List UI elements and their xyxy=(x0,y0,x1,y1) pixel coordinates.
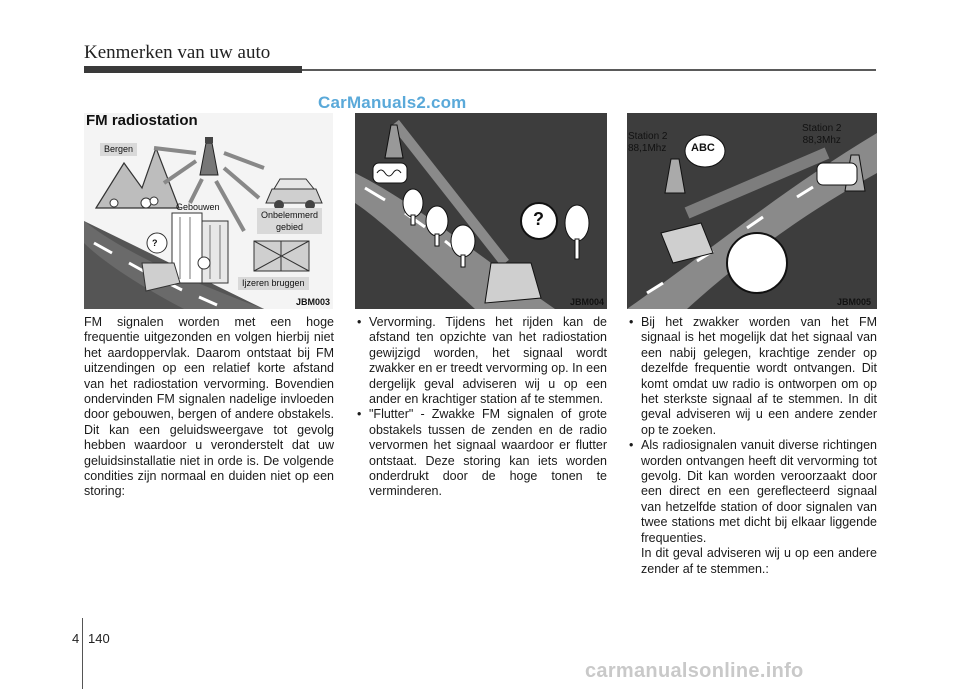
label-buildings: Gebouwen xyxy=(176,202,220,212)
station-right-label xyxy=(802,123,841,147)
intro-paragraph: FM signalen worden met een hoge frequentie uitgezonden en volgen hierbij niet het aardoppervlak. Daarom ontstaat bij FM uitzendingen op een relatief korte afstand van het radiostation vervorming. Bovendien ondervinden FM signalen nadelige invloeden door gebouwen, bergen of andere obstakels. Dit kan een geluidsweergave tot gevolg hebben waardoor u veronderstelt dat uw geluidsinstallatie niet in orde is. De volgende condities zijn normaal en duiden niet op een storing: xyxy=(84,315,334,499)
label-open-area xyxy=(257,208,322,234)
watermark-top: CarManuals2.com xyxy=(318,93,467,112)
bullet-multipath: • Als radiosignalen vanuit diverse richtingen worden ontvangen heeft dit vervorming tot gevolg. Dit kan worden veroorzaakt door een direct en een gereflecteerd signaal van hetzelfde station of door signalen van twee stations met dicht bij elkaar liggende frequenties. xyxy=(627,438,877,546)
text-column-1 xyxy=(84,315,334,500)
text-column-2 xyxy=(355,315,607,500)
label-mountains: Bergen xyxy=(100,143,137,156)
label-open-area-line1: Onbelemmerd xyxy=(261,210,319,220)
station-left-label xyxy=(628,131,667,155)
label-question-1: ? xyxy=(152,238,158,248)
header-bar xyxy=(84,66,302,73)
watermark-bottom: carmanualsonline.info xyxy=(585,660,804,682)
fm-distortion-illustration xyxy=(355,113,607,309)
figure-code-2: JBM004 xyxy=(570,297,605,307)
label-abc: ABC xyxy=(691,142,715,154)
chapter-title: Kenmerken van uw auto xyxy=(84,42,271,63)
station-left-name: Station 2 xyxy=(628,131,668,142)
label-bridges: Ijzeren bruggen xyxy=(238,277,309,290)
figure-jbm003 xyxy=(84,113,333,309)
figure-code-1: JBM003 xyxy=(296,297,331,307)
section-heading: FM radiostation xyxy=(86,112,198,129)
figure-code-3: JBM005 xyxy=(837,297,872,307)
page-rule xyxy=(82,618,83,689)
bullet-distortion: • Vervorming. Tijdens het rijden kan de afstand ten opzichte van het radiostation gewijzigd worden, het signaal wordt zwakker en er treedt vervorming op. In een dergelijk geval adviseren wij u op een ander en krachtiger station af te stemmen. xyxy=(355,315,607,407)
advice-paragraph: In dit geval adviseren wij u op een andere zender af te stemmen.: xyxy=(641,546,877,576)
station-left-freq: 88,1Mhz xyxy=(628,143,667,154)
chapter-number: 4 xyxy=(72,631,80,646)
bullet-flutter: • "Flutter" - Zwakke FM signalen of grote obstakels tussen de zenden en de radio vervormen het signaal waardoor er flutter ontstaat. Deze storing kan iets worden onderdrukt door de hoge tonen te verminderen. xyxy=(355,407,607,499)
page-number: 140 xyxy=(88,631,110,646)
label-question-2: ? xyxy=(533,209,544,229)
figure-jbm004 xyxy=(355,113,607,309)
figure-jbm005 xyxy=(627,113,877,309)
bullet-weak-signal: • Bij het zwakker worden van het FM signaal is het mogelijk dat het signaal van een nabij gelegen, krachtige zender op dezelfde frequentie wordt ontvangen. Dit komt omdat uw radio is ontworpen om op het sterkste signaal af te stemmen. In dit geval adviseren wij u een andere zender op te zoeken. xyxy=(627,315,877,438)
station-right-name: Station 2 xyxy=(802,123,842,134)
header-rule xyxy=(302,69,876,71)
label-open-area-line2: gebied xyxy=(276,222,304,232)
text-column-3 xyxy=(627,315,877,577)
station-right-freq: 88,3Mhz xyxy=(802,135,841,146)
